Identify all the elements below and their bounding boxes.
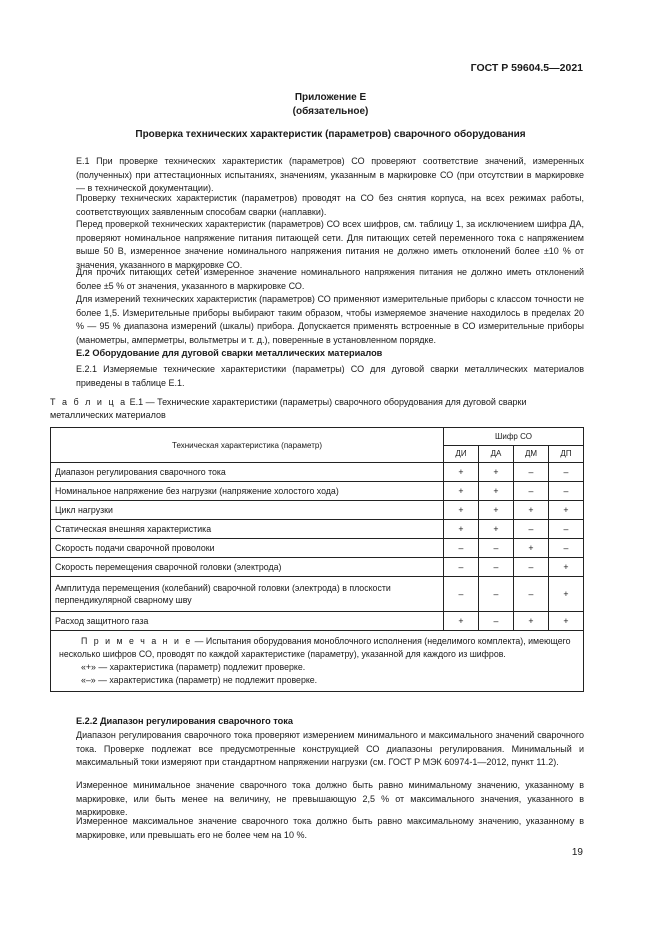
row-value: – xyxy=(479,577,514,612)
row-name: Расход защитного газа xyxy=(51,612,444,631)
page-number: 19 xyxy=(571,847,583,858)
table-row xyxy=(51,612,584,631)
paragraph-e1-2: Проверку технических характеристик (параметров) проводят на СО без снятия корпуса, на всех режимах работы, соответствующих заявленным способам сварки (наплавки). xyxy=(76,193,584,217)
note-main xyxy=(59,635,575,661)
row-value: – xyxy=(444,577,479,612)
table-row xyxy=(51,520,584,539)
note-plus: «+» — характеристика (параметр) подлежит проверке. xyxy=(81,662,306,672)
row-value: – xyxy=(514,482,549,501)
row-name: Цикл нагрузки xyxy=(51,501,444,520)
row-value: – xyxy=(444,558,479,577)
table-note xyxy=(51,631,584,692)
row-value: – xyxy=(549,482,584,501)
note-prefix: П р и м е ч а н и е xyxy=(81,636,193,646)
row-value: + xyxy=(549,577,584,612)
section-e22-heading: Е.2.2 Диапазон регулирования сварочного тока xyxy=(76,716,293,726)
note-text: — Испытания оборудования моноблочного исполнения (неделимого комплекта), имеющего несколько шифров СО, проводят по каждой характеристике (параметру), указанной для каждого из шифров. xyxy=(59,636,571,659)
note-minus: «–» — характеристика (параметр) не подлежит проверке. xyxy=(81,675,318,685)
row-name: Номинальное напряжение без нагрузки (напряжение холостого хода) xyxy=(51,482,444,501)
row-value: – xyxy=(444,539,479,558)
table-row xyxy=(51,539,584,558)
table-row xyxy=(51,501,584,520)
row-value: – xyxy=(514,520,549,539)
row-name: Амплитуда перемещения (колебаний) сварочной головки (электрода) в плоскости перпендикулярной сварному шву xyxy=(51,577,444,612)
table-caption-prefix: Т а б л и ц а xyxy=(50,397,128,407)
row-value: + xyxy=(549,501,584,520)
characteristics-table xyxy=(50,427,584,692)
row-name: Статическая внешняя характеристика xyxy=(51,520,444,539)
row-value: – xyxy=(514,463,549,482)
row-value: + xyxy=(479,520,514,539)
row-name: Скорость перемещения сварочной головки (электрода) xyxy=(51,558,444,577)
row-name: Диапазон регулирования сварочного тока xyxy=(51,463,444,482)
row-value: + xyxy=(479,482,514,501)
row-value: – xyxy=(549,463,584,482)
row-value: + xyxy=(479,463,514,482)
row-value: – xyxy=(514,577,549,612)
table-row xyxy=(51,482,584,501)
paragraph-e22-3: Измеренное максимальное значение сварочного тока должно быть равно максимальному значению, указанному в маркировке, или превышать его не более чем на 10 %. xyxy=(76,816,584,840)
paragraph-e22-1: Диапазон регулирования сварочного тока проверяют измерением минимального и максимального значений сварочного тока. Проверке подлежат все предусмотренные конструкцией СО диапазоны регулирования. Минимальный и максимальный токи измеряют при стандартном напряжении нагрузки (см. ГОСТ Р МЭК 60974-1—2012, пункт 11.2). xyxy=(76,730,584,767)
row-value: – xyxy=(549,520,584,539)
section-e2-heading: Е.2 Оборудование для дуговой сварки металлических материалов xyxy=(76,348,383,358)
paragraph-e2-1: Е.2.1 Измеряемые технические характеристики (параметры) СО для дуговой сварки металлических материалов приведены в таблице Е.1. xyxy=(76,364,584,388)
annex-status: (обязательное) xyxy=(292,106,369,117)
row-name: Скорость подачи сварочной проволоки xyxy=(51,539,444,558)
standard-code: ГОСТ Р 59604.5—2021 xyxy=(470,62,583,74)
row-value: – xyxy=(479,558,514,577)
row-value: + xyxy=(444,520,479,539)
table-caption-text: Е.1 — Технические характеристики (параметры) сварочного оборудования для дуговой сварки металлических материалов xyxy=(50,397,527,420)
annex-title: Приложение Е xyxy=(294,92,367,103)
paragraph-e1: Е.1 При проверке технических характеристик (параметров) СО проверяют соответствие значений, измеренных (полученных) при аттестационных испытаниях, значениям, указанным в маркировке СО (при отсутствии в маркировке — в технической документации). xyxy=(76,156,584,193)
header-dm: ДМ xyxy=(514,445,549,463)
paragraph-e1-3: Перед проверкой технических характеристик (параметров) СО всех шифров, см. таблицу 1, за исключением шифра ДА, проверяют номинальное напряжение питания питающей сети. Для питающих сетей переменного тока с напряжением выше 50 В, измеренное значение номинального напряжения питания не должно иметь отклонений более ±10 % от значения, указанного в маркировке СО. xyxy=(76,219,584,270)
row-value: – xyxy=(514,558,549,577)
row-value: + xyxy=(549,612,584,631)
row-value: – xyxy=(479,539,514,558)
header-dp: ДП xyxy=(549,445,584,463)
header-da: ДА xyxy=(479,445,514,463)
table-row xyxy=(51,558,584,577)
paragraph-e22-2: Измеренное минимальное значение сварочного тока должно быть равно минимальному значению, указанному в маркировке, или быть менее на величину, не превышающую 2,5 % от максимального значения, указанного в маркировке. xyxy=(76,780,584,817)
row-value: + xyxy=(444,612,479,631)
row-value: + xyxy=(549,558,584,577)
row-value: + xyxy=(444,501,479,520)
header-di: ДИ xyxy=(444,445,479,463)
row-value: – xyxy=(479,612,514,631)
paragraph-e1-5: Для измерений технических характеристик (параметров) СО применяют измерительные приборы с классом точности не более 1,5. Измерительные приборы выбирают таким образом, чтобы измеряемое значение находилось в пределах 20 % — 95 % диапазона измерений (шкалы) прибора. Допускается применять встроенные в СО измерительные приборы (манометры, амперметры, вольтметры и т. д.), поверенные в установленном порядке. xyxy=(76,294,584,345)
row-value: + xyxy=(444,463,479,482)
table-caption xyxy=(50,396,590,422)
row-value: + xyxy=(444,482,479,501)
row-value: + xyxy=(514,501,549,520)
row-value: – xyxy=(549,539,584,558)
row-value: + xyxy=(479,501,514,520)
header-cipher: Шифр СО xyxy=(444,428,584,446)
row-value: + xyxy=(514,539,549,558)
table-row xyxy=(51,463,584,482)
paragraph-e1-4: Для прочих питающих сетей измеренное значение номинального напряжения питания не должно иметь отклонений более ±5 % от значения, указанного в маркировке СО. xyxy=(76,267,584,291)
row-value: + xyxy=(514,612,549,631)
table-row xyxy=(51,577,584,612)
header-characteristic: Техническая характеристика (параметр) xyxy=(51,428,444,463)
annex-heading: Проверка технических характеристик (параметров) сварочного оборудования xyxy=(135,129,526,140)
